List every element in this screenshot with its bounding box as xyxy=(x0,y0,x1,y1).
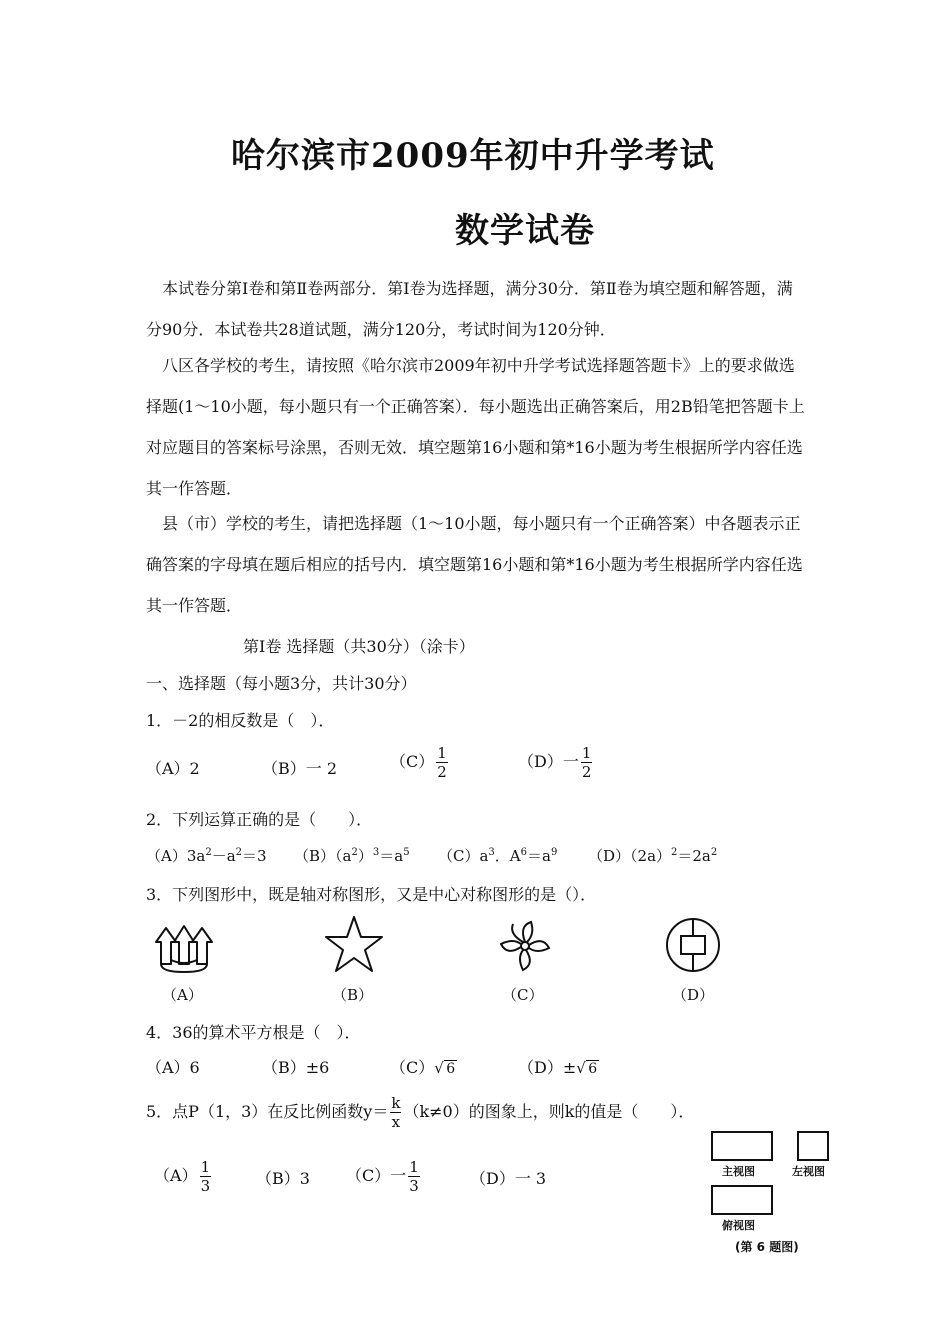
question-5-stem: 5．点P（1，3）在反比例函数y＝ $\frac{k}{x}$ （k≠0）的图象上，则k的值是（ ）． xyxy=(146,1094,695,1131)
question-4-stem: 4．36的算术平方根是（ ）． xyxy=(146,1023,361,1042)
three-arrows-figure xyxy=(152,920,216,976)
intro-paragraph-3: 县（市）学校的考生，请把选择题（1～10小题，每小题只有一个正确答案）中各题表示正确答案的字母填在题后相应的括号内．填空题第16小题和第*16小题为考生根据所学内容任选其一作答题． xyxy=(146,514,803,615)
q2-option-d: $(D)(2a)^2=2a^2$ xyxy=(588,847,718,865)
q1-option-c: （C） $\frac{1}{2}$ xyxy=(390,744,447,781)
q3-label-b: （B） xyxy=(332,986,374,1004)
q4-option-a: （A）6 xyxy=(146,1058,200,1077)
front-view-label: 主视图 xyxy=(722,1165,755,1178)
part-title: 第Ⅰ卷 选择题（共30分）（涂卡） xyxy=(243,637,475,656)
figure-caption: (第 6 题图) xyxy=(735,1240,799,1254)
q5-option-b: （B）3 xyxy=(256,1169,310,1188)
left-view-label: 左视图 xyxy=(792,1165,825,1178)
q1-option-a: （A）2 xyxy=(146,759,200,778)
page-title: 哈尔滨市2009年初中升学考试 xyxy=(231,136,715,176)
intro-paragraph-1: 本试卷分第Ⅰ卷和第Ⅱ卷两部分．第Ⅰ卷为选择题，满分30分．第Ⅱ卷为填空题和解答题，满分90分．本试卷共28道试题，满分120分，考试时间为120分钟． xyxy=(146,279,793,339)
q4-option-d: （D）± √ 6 xyxy=(518,1058,598,1077)
question-2-stem: 2．下列运算正确的是（ ）． xyxy=(146,810,373,829)
q4-option-b: （B）±6 xyxy=(262,1058,330,1077)
q3-label-d: （D） xyxy=(672,986,715,1004)
pinwheel-figure xyxy=(495,916,555,976)
q5-option-d: （D）一 3 xyxy=(470,1169,547,1188)
q3-label-c: （C） xyxy=(502,986,544,1004)
left-view-square xyxy=(797,1131,829,1161)
q5-option-c: （C）一 $\frac{1}{3}$ xyxy=(346,1158,419,1195)
q3-label-a: （A） xyxy=(162,986,203,1004)
q4-option-c: （C） √ 6 xyxy=(390,1058,456,1077)
q1-option-d: （D）一 $\frac{1}{2}$ xyxy=(518,744,592,781)
intro-paragraph-2: 八区各学校的考生，请按照《哈尔滨市2009年初中升学考试选择题答题卡》上的要求做选择题(1～10小题，每小题只有一个正确答案）．每小题选出正确答案后，用2B铅笔把答题卡上对应题目的答案标号涂黑，否则无效．填空题第16小题和第*16小题为考生根据所学内容任选其一作答题． xyxy=(146,356,805,498)
front-view-rectangle xyxy=(711,1131,773,1161)
top-view-rectangle xyxy=(711,1185,773,1215)
q2-option-b: $(B)(a^2)^3=a^5$ xyxy=(294,847,410,865)
q2-option-c: $(C)a^3$．$A^6=a^9$ xyxy=(438,847,558,865)
q2-option-a: $(A)3a^2-a^2=3$ xyxy=(146,847,267,865)
section-heading: 一、选择题（每小题3分，共计30分） xyxy=(146,674,417,693)
coin-figure xyxy=(664,916,722,974)
top-view-label: 俯视图 xyxy=(722,1219,755,1232)
q1-option-b: （B）一 2 xyxy=(262,759,338,778)
page-subtitle: 数学试卷 xyxy=(455,211,595,251)
question-3-stem: 3．下列图形中，既是轴对称图形，又是中心对称图形的是（）． xyxy=(146,885,597,904)
star-figure xyxy=(322,914,386,974)
question-1-stem: 1．－2的相反数是（ ）． xyxy=(146,711,335,730)
q5-option-a: （A） $\frac{1}{3}$ xyxy=(154,1158,211,1195)
